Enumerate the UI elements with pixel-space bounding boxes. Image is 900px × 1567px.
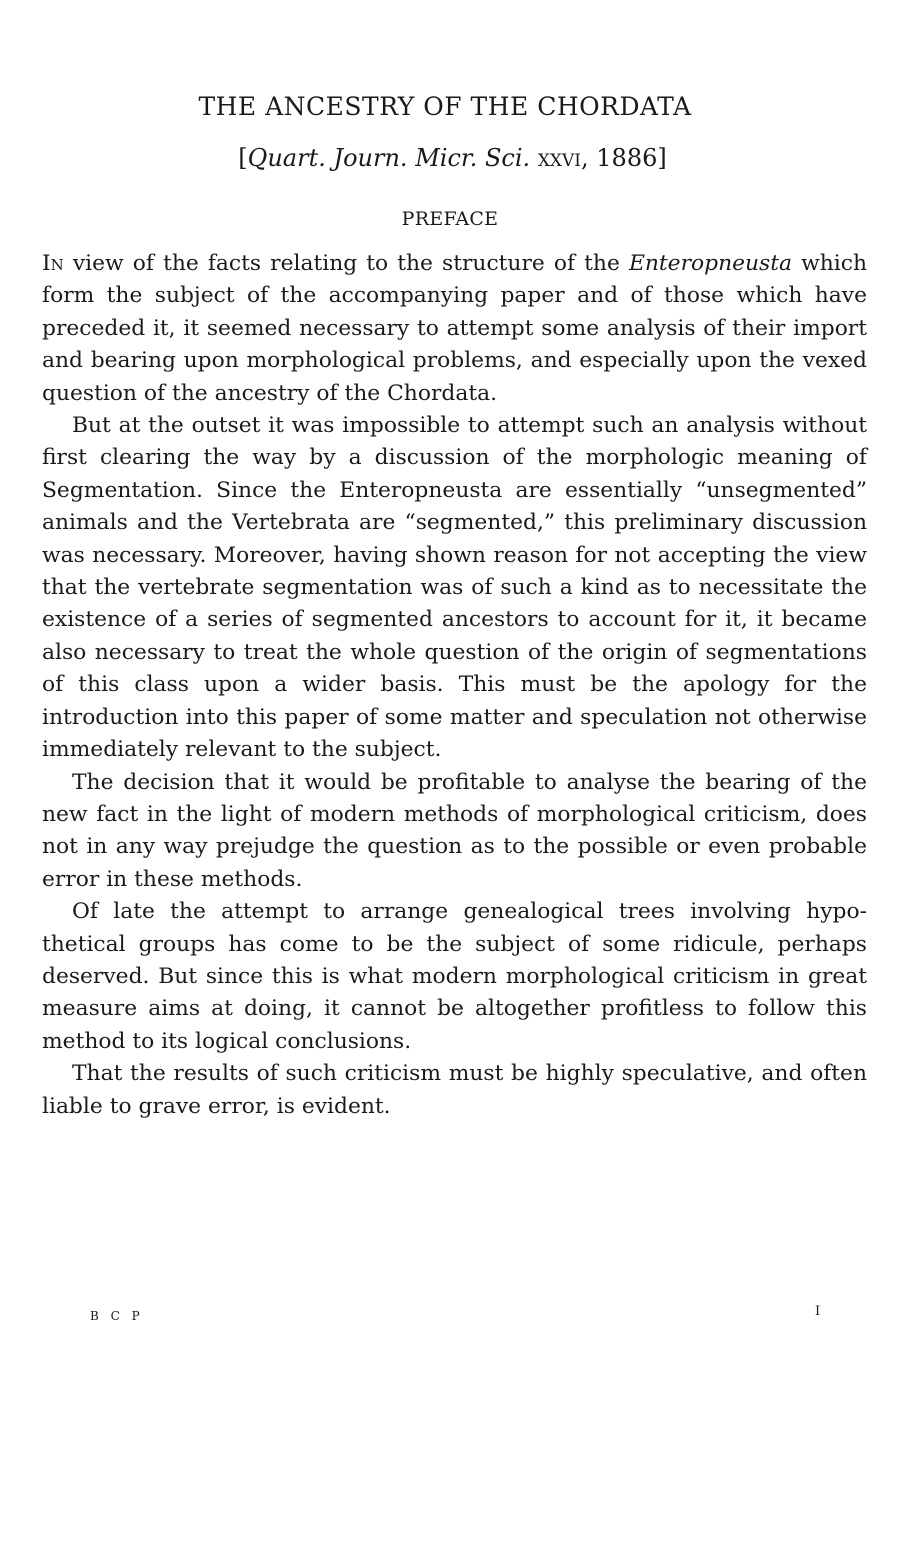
citation-open-bracket: [: [238, 144, 248, 172]
paragraph-1-italic: Enteropneusta: [628, 251, 792, 276]
body-text: [42, 248, 867, 1123]
paragraph-1-text-a: view of the facts relating to the structure of the: [63, 251, 629, 276]
paragraph-3: The decision that it would be profitable to analyse the bearing of the new fact in the light of modern methods of morphological criticism, does not in any way prejudge the question as to the possible or even probable error in these methods.: [42, 769, 867, 892]
paragraph-4: Of late the attempt to arrange genealogical trees involving hypothetical groups has come to be the subject of some ridicule, perhaps deserved. But since this is what modern morphological criticism in great measure aims at doing, it cannot be altogether profitless to follow this method to its logical conclusions.: [42, 899, 867, 1054]
paragraph-1: [42, 248, 867, 410]
paragraph-1-text-b: which form the subject of the accompanying paper and of those which have preceded it, it seemed necessary to attempt some analysis of their import and bearing upon morphological problems, and especially upon the vexed question of the ancestry of the Chordata.: [42, 251, 868, 406]
citation-volume: xxvi: [537, 144, 582, 172]
citation-year: , 1886]: [581, 144, 667, 172]
drop-cap: In: [42, 251, 64, 276]
paragraph-5: That the results of such criticism must be highly speculative, and often liable to grave error, is evident.: [42, 1061, 867, 1119]
section-heading: PREFACE: [401, 208, 499, 230]
signature-mark: B C P: [90, 1309, 144, 1323]
paragraph-2: But at the outset it was impossible to attempt such an analysis without first clearing the way by a discussion of the morphologic meaning of Segmentation. Since the Enteropneusta are essentially “unsegmented” animals and the Vertebrata are “segmented,” this preliminary discussion was necessary. Moreover, having shown reason for not accepting the view that the vertebrate segmentation was of such a kind as to necessitate the existence of a series of segmented ancestors to account for it, it became also necessary to treat the whole question of the origin of segmentations of this class upon a wider basis. This must be the apology for the introduction into this paper of some matter and speculation not otherwise immediately relevant to the subject.: [42, 413, 867, 763]
article-title: THE ANCESTRY OF THE CHORDATA: [198, 92, 692, 121]
page-number: I: [815, 1304, 821, 1319]
citation-journal: Quart. Journ. Micr. Sci.: [247, 144, 531, 172]
citation: [0, 144, 900, 172]
